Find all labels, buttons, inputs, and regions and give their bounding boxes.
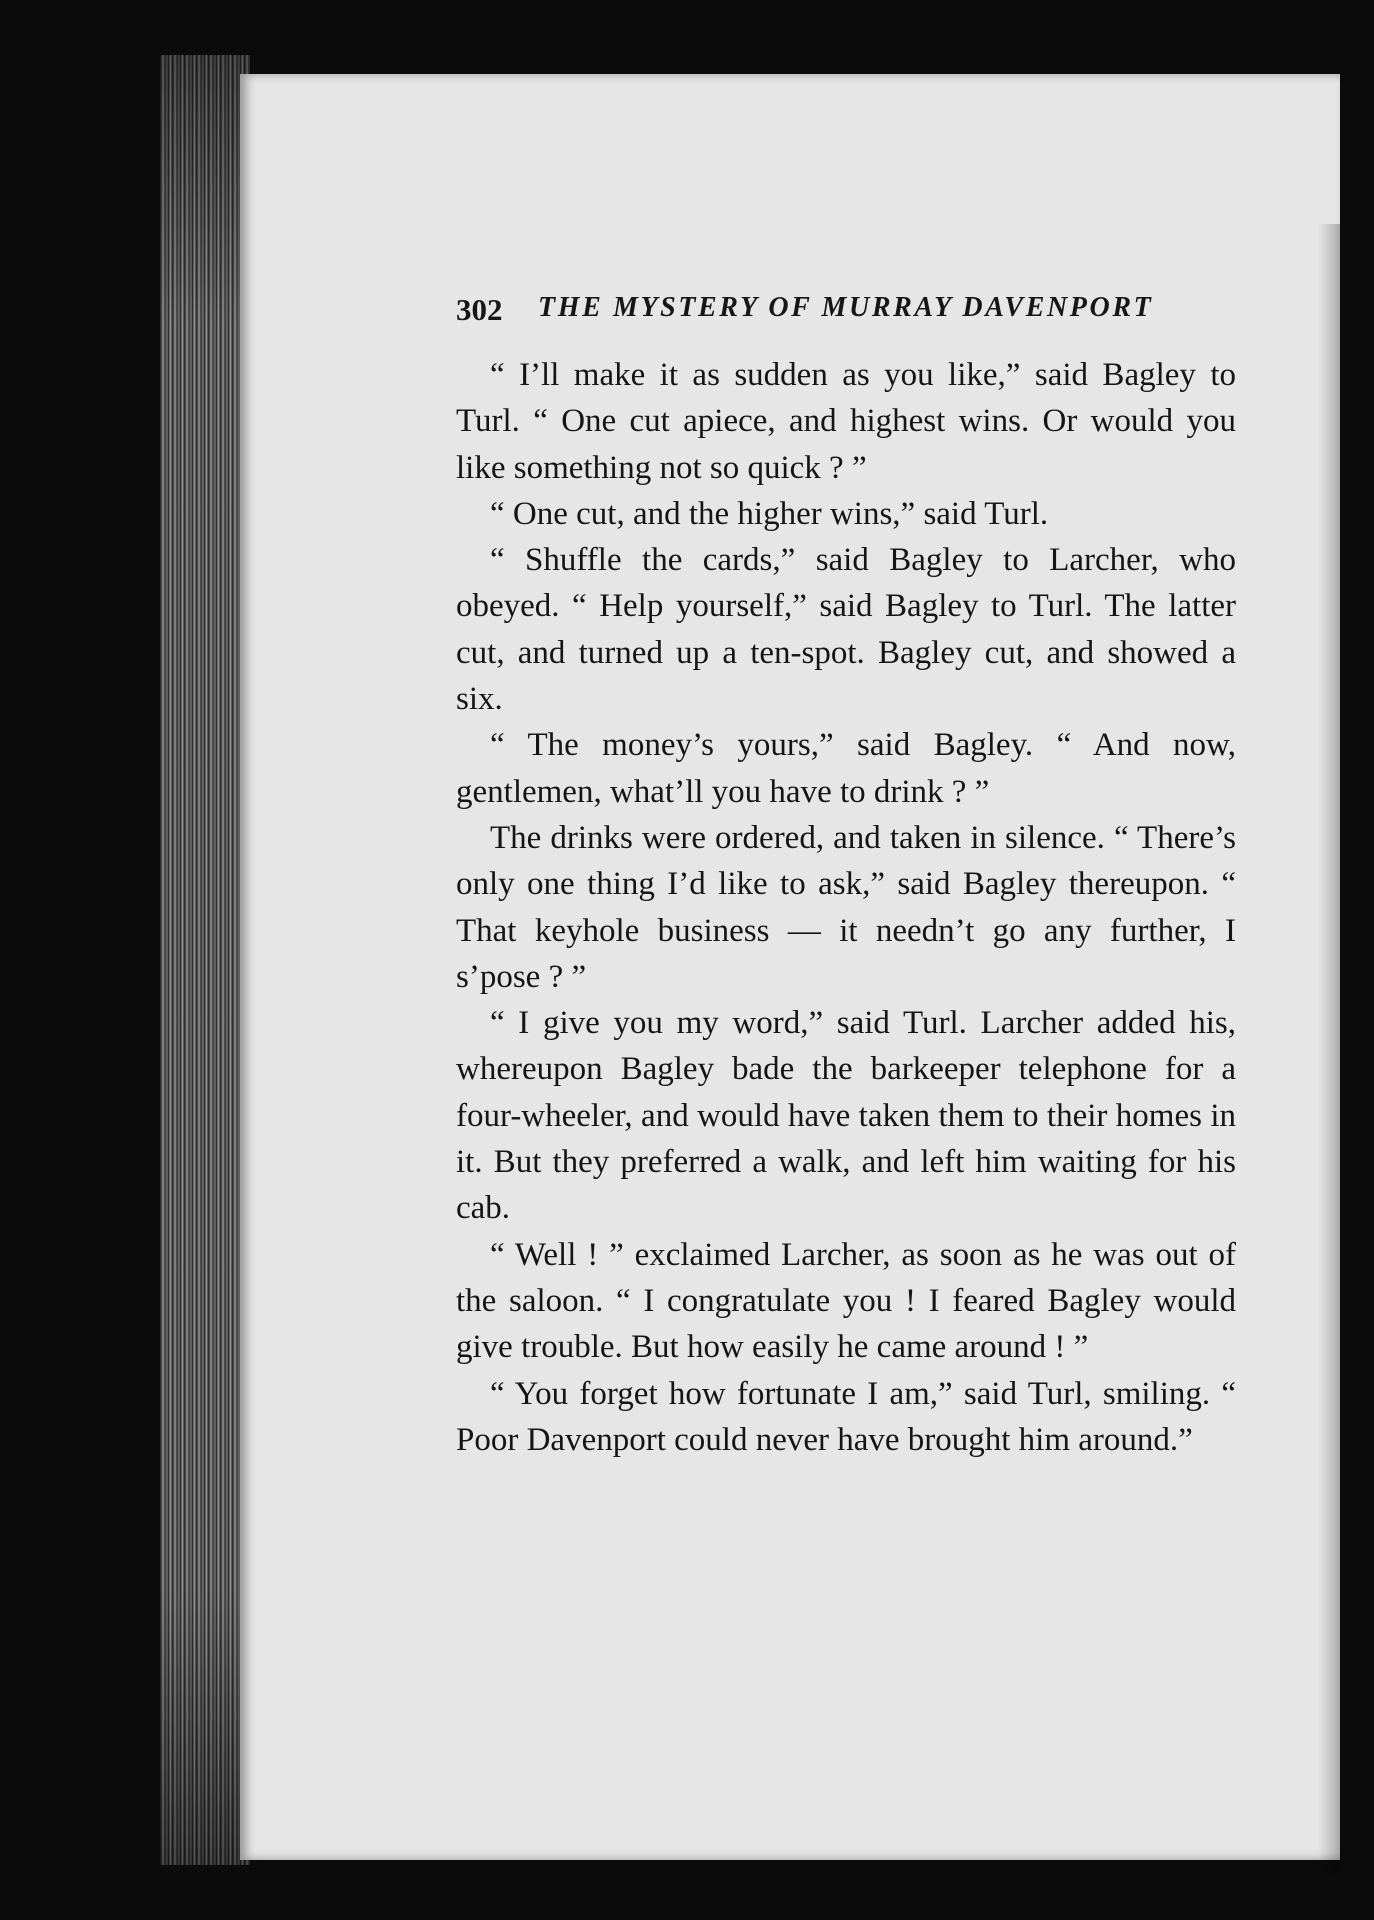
body-text <box>456 352 1236 1463</box>
paragraph: “ I give you my word,” said Turl. Larcher added his, whereupon Bagley bade the barkeeper telephone for a four-wheeler, and would have taken them to their homes in it. But they preferred a walk, and left him waiting for his cab. <box>456 1005 1236 1227</box>
page-gutter-shadow <box>1318 224 1340 1874</box>
paragraph: The drinks were ordered, and taken in silence. “ There’s only one thing I’d like to ask,” said Bagley thereupon. “ That keyhole business — it needn’t go any further, I s’pose ? ” <box>456 819 1236 995</box>
paragraph: “ I’ll make it as sudden as you like,” said Bagley to Turl. “ One cut apiece, and highest wins. Or would you like something not so quick ? ” <box>456 357 1236 486</box>
page <box>240 74 1340 1860</box>
paragraph: “ Shuffle the cards,” said Bagley to Larcher, who obeyed. “ Help yourself,” said Bagley to Turl. The latter cut, and turned up a ten-spot. Bagley cut, and showed a six. <box>456 542 1236 718</box>
paragraph: “ One cut, and the higher wins,” said Turl. <box>490 495 1049 532</box>
paragraph: “ Well ! ” exclaimed Larcher, as soon as he was out of the saloon. “ I congratulate you ! I feared Bagley would give trouble. But how easily he came around ! ” <box>456 1236 1236 1366</box>
page-number: 302 <box>456 292 503 327</box>
paragraph: “ The money’s yours,” said Bagley. “ And now, gentlemen, what’ll you have to drink ? ” <box>456 727 1236 810</box>
page-header <box>456 292 1216 332</box>
paragraph: “ You forget how fortunate I am,” said Turl, smiling. “ Poor Davenport could never have brought him around.” <box>456 1375 1236 1458</box>
book-page-edges <box>160 55 250 1865</box>
running-title: THE MYSTERY OF MURRAY DAVENPORT <box>538 292 1154 323</box>
